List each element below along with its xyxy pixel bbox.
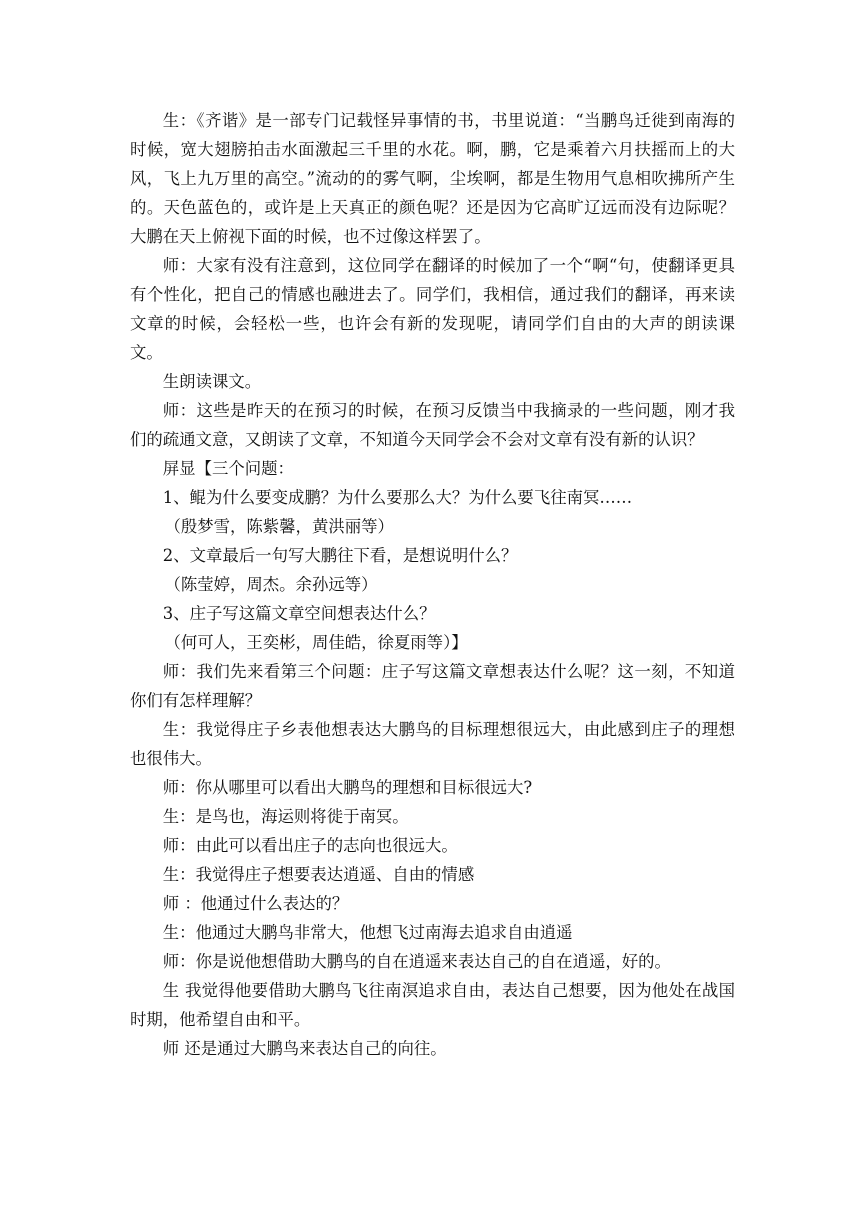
paragraph-student-answer-4: 生 我觉得他要借助大鹏鸟飞往南溟追求自由，表达自己想要，因为他处在战国时期，他希望自由和平。 <box>130 981 735 1029</box>
paragraph-student-answer-2: 生：我觉得庄子想要表达逍遥、自由的情感 <box>162 865 475 884</box>
paragraph-student-answer-3: 生：他通过大鹏鸟非常大，他想飞过南海去追求自由逍遥 <box>162 923 573 942</box>
paragraph-student-quote: 生：是鸟也，海运则将徙于南冥。 <box>162 807 409 826</box>
paragraph-teacher-comment-translation: 师：大家有没有注意到，这位同学在翻译的时候加了一个“啊“句，使翻译更具有个性化，把自己的情感也融进去了。同学们，我相信，通过我们的翻译，再来读文章的时候，会轻松一些，也许会有新的发现呢，请同学们自由的大声的朗读课文。 <box>130 256 735 362</box>
document-body <box>130 106 735 1063</box>
question-2: 2、文章最后一句写大鹏往下看，是想说明什么？ <box>162 546 518 565</box>
paragraph-teacher-followup-1: 师：你从哪里可以看出大鹏鸟的理想和目标很远大? <box>162 778 533 797</box>
question-3: 3、庄子写这篇文章空间想表达什么？ <box>162 604 436 623</box>
question-1: 1、鲲为什么要变成鹏？为什么要那么大？为什么要飞往南冥…… <box>162 488 633 507</box>
paragraph-student-translation: 生：《齐谐》是一部专门记载怪异事情的书，书里说道：“当鹏鸟迁徙到南海的时候，宽大翅膀拍击水面激起三千里的水花。啊，鹏，它是乘着六月扶摇而上的大风，飞上九万里的高空。”流动的的雾气啊，尘埃啊，都是生物用气息相吹拂所产生的。天色蓝色的，或许是上天真正的颜色呢？还是因为它高旷辽远而没有边际呢？大鹏在天上俯视下面的时候，也不过像这样罢了。 <box>130 111 735 246</box>
paragraph-teacher-summary-3: 师 还是通过大鹏鸟来表达自己的向往。 <box>162 1039 447 1058</box>
paragraph-teacher-followup-2: 师 ：他通过什么表达的？ <box>162 894 349 913</box>
paragraph-student-reading: 生朗读课文。 <box>162 372 262 391</box>
paragraph-student-answer-1: 生：我觉得庄子乡表他想表达大鹏鸟的目标理想很远大，由此感到庄子的理想也很伟大。 <box>130 720 735 768</box>
question-1-contributors: （殷梦雪，陈紫馨，黄洪丽等） <box>164 517 394 536</box>
question-3-contributors: （何可人，王奕彬，周佳皓，徐夏雨等）】 <box>164 633 468 652</box>
paragraph-teacher-preview-questions: 师：这些是昨天的在预习的时候，在预习反馈当中我摘录的一些问题，刚才我们的疏通文意，又朗读了文章，不知道今天同学会不会对文章有没有新的认识？ <box>130 401 735 449</box>
paragraph-teacher-conclusion-1: 师：由此可以看出庄子的志向也很远大。 <box>162 836 458 855</box>
paragraph-teacher-summary-2: 师：你是说他想借助大鹏鸟的自在逍遥来表达自己的自在逍遥，好的。 <box>162 952 671 971</box>
paragraph-teacher-third-question: 师：我们先来看第三个问题：庄子写这篇文章想表达什么呢？这一刻，不知道你们有怎样理解？ <box>130 662 735 710</box>
paragraph-screen-display: 屏显【三个问题： <box>162 459 294 478</box>
question-2-contributors: （陈莹婷，周杰。余孙远等） <box>164 575 378 594</box>
